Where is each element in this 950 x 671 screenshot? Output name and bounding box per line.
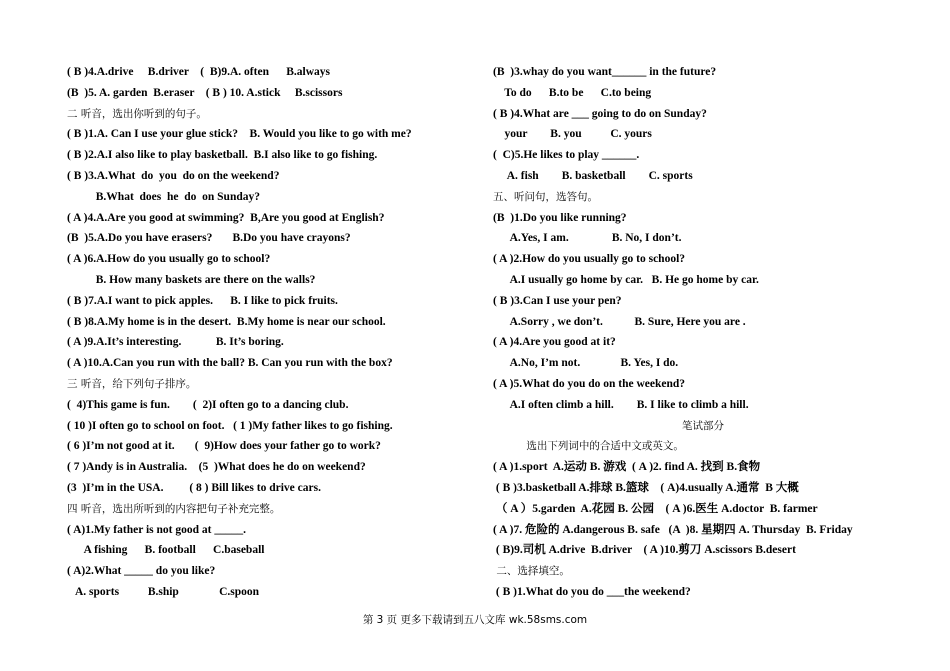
text-line: ( B )3.Can I use your pen? xyxy=(493,294,622,307)
text-line: 二、选择填空。 xyxy=(493,565,570,578)
text-line: ( A )4.A.Are you good at swimming? B,Are you good at English? xyxy=(67,211,385,224)
text-line: ( B )3.A.What do you do on the weekend? xyxy=(67,169,280,182)
text-line: A fishing B. football C.baseball xyxy=(67,544,265,557)
text-line: A.I often climb a hill. B. I like to climb a hill. xyxy=(493,398,749,411)
text-line: 五、听问句，选答句。 xyxy=(493,190,598,203)
text-line: B.What does he do on Sunday? xyxy=(67,190,260,203)
text-line: 四 听音，选出所听到的内容把句子补充完整。 xyxy=(67,502,281,515)
text-line: (3 )I’m in the USA. ( 8 ) Bill likes to drive cars. xyxy=(67,481,321,494)
text-line: ( B )4.A.drive B.driver ( B)9.A. often B.always xyxy=(67,66,330,78)
left-column xyxy=(67,62,487,603)
text-line: ( B )1.What do you do ___the weekend? xyxy=(493,585,691,598)
text-line: ( B )4.What are ___ going to do on Sunday? xyxy=(493,107,707,120)
text-line: ( A)2.What _____ do you like? xyxy=(67,565,216,578)
text-line: （ A ）5.garden A.花园 B. 公园 ( A )6.医生 A.doctor B. farmer xyxy=(493,502,818,515)
text-line: (B )5. A. garden B.eraser ( B ) 10. A.stick B.scissors xyxy=(67,86,343,99)
text-line: A.Yes, I am. B. No, I don’t. xyxy=(493,232,682,245)
text-line: ( A )4.Are you good at it? xyxy=(493,336,616,349)
text-line: ( 7 )Andy is in Australia. (5 )What does he do on weekend? xyxy=(67,461,366,474)
text-line: ( A )1.sport A.运动 B. 游戏 ( A )2. find A. 找到 B.食物 xyxy=(493,461,761,474)
text-line: ( A )7. 危险的 A.dangerous B. safe (A )8. 星期四 A. Thursday B. Friday xyxy=(493,523,853,536)
text-line: A.I usually go home by car. B. He go home by car. xyxy=(493,273,759,286)
text-line: B. How many baskets are there on the walls? xyxy=(67,273,316,286)
text-line: A.No, I’m not. B. Yes, I do. xyxy=(493,357,679,370)
text-line: 笔试部分 xyxy=(682,419,724,432)
text-line: To do B.to be C.to being xyxy=(493,86,652,99)
text-line: ( 6 )I’m not good at it. ( 9)How does your father go to work? xyxy=(67,440,381,453)
text-line: ( A )2.How do you usually go to school? xyxy=(493,253,686,266)
text-line: ( B )8.A.My home is in the desert. B.My home is near our school. xyxy=(67,315,386,328)
text-line: 三 听音，给下列句子排序。 xyxy=(67,377,197,390)
right-column xyxy=(493,62,913,603)
text-line: A.Sorry , we don’t. B. Sure, Here you are . xyxy=(493,315,746,328)
text-line: ( B )2.A.I also like to play basketball. B.I also like to go fishing. xyxy=(67,149,378,162)
text-line: (B )5.A.Do you have erasers? B.Do you have crayons? xyxy=(67,232,351,245)
text-line: ( B )7.A.I want to pick apples. B. I like to pick fruits. xyxy=(67,294,338,307)
text-line: ( B )3.basketball A.排球 B.篮球 ( A)4.usually A.通常 B 大概 xyxy=(493,481,799,494)
text-line: ( A )5.What do you do on the weekend? xyxy=(493,377,686,390)
text-line: ( A )10.A.Can you run with the ball? B. Can you run with the box? xyxy=(67,357,393,370)
text-line: your B. you C. yours xyxy=(493,128,652,141)
text-line: ( 10 )I often go to school on foot. ( 1 )My father likes to go fishing. xyxy=(67,419,393,432)
text-line: ( C)5.He likes to play ______. xyxy=(493,149,640,162)
text-line: 二 听音，选出你听到的句子。 xyxy=(67,107,207,120)
text-line: ( A )6.A.How do you usually go to school? xyxy=(67,253,271,266)
text-line: 选出下列词中的合适中文或英文。 xyxy=(493,440,684,453)
text-line: ( A )9.A.It’s interesting. B. It’s boring. xyxy=(67,336,284,349)
text-line: (B )1.Do you like running? xyxy=(493,211,627,224)
text-line: ( 4)This game is fun. ( 2)I often go to a dancing club. xyxy=(67,398,349,411)
text-line: A. fish B. basketball C. sports xyxy=(493,169,693,182)
text-line: ( B )1.A. Can I use your glue stick? B. Would you like to go with me? xyxy=(67,128,412,141)
text-line: A. sports B.ship C.spoon xyxy=(67,585,260,598)
text-line: ( B)9.司机 A.drive B.driver ( A )10.剪刀 A.scissors B.desert xyxy=(493,544,796,557)
page-footer: 第 3 页 更多下载请到五八文库 wk.58sms.com xyxy=(362,614,588,626)
text-line: ( A)1.My father is not good at _____. xyxy=(67,523,246,536)
text-line: (B )3.whay do you want______ in the future? xyxy=(493,66,717,78)
